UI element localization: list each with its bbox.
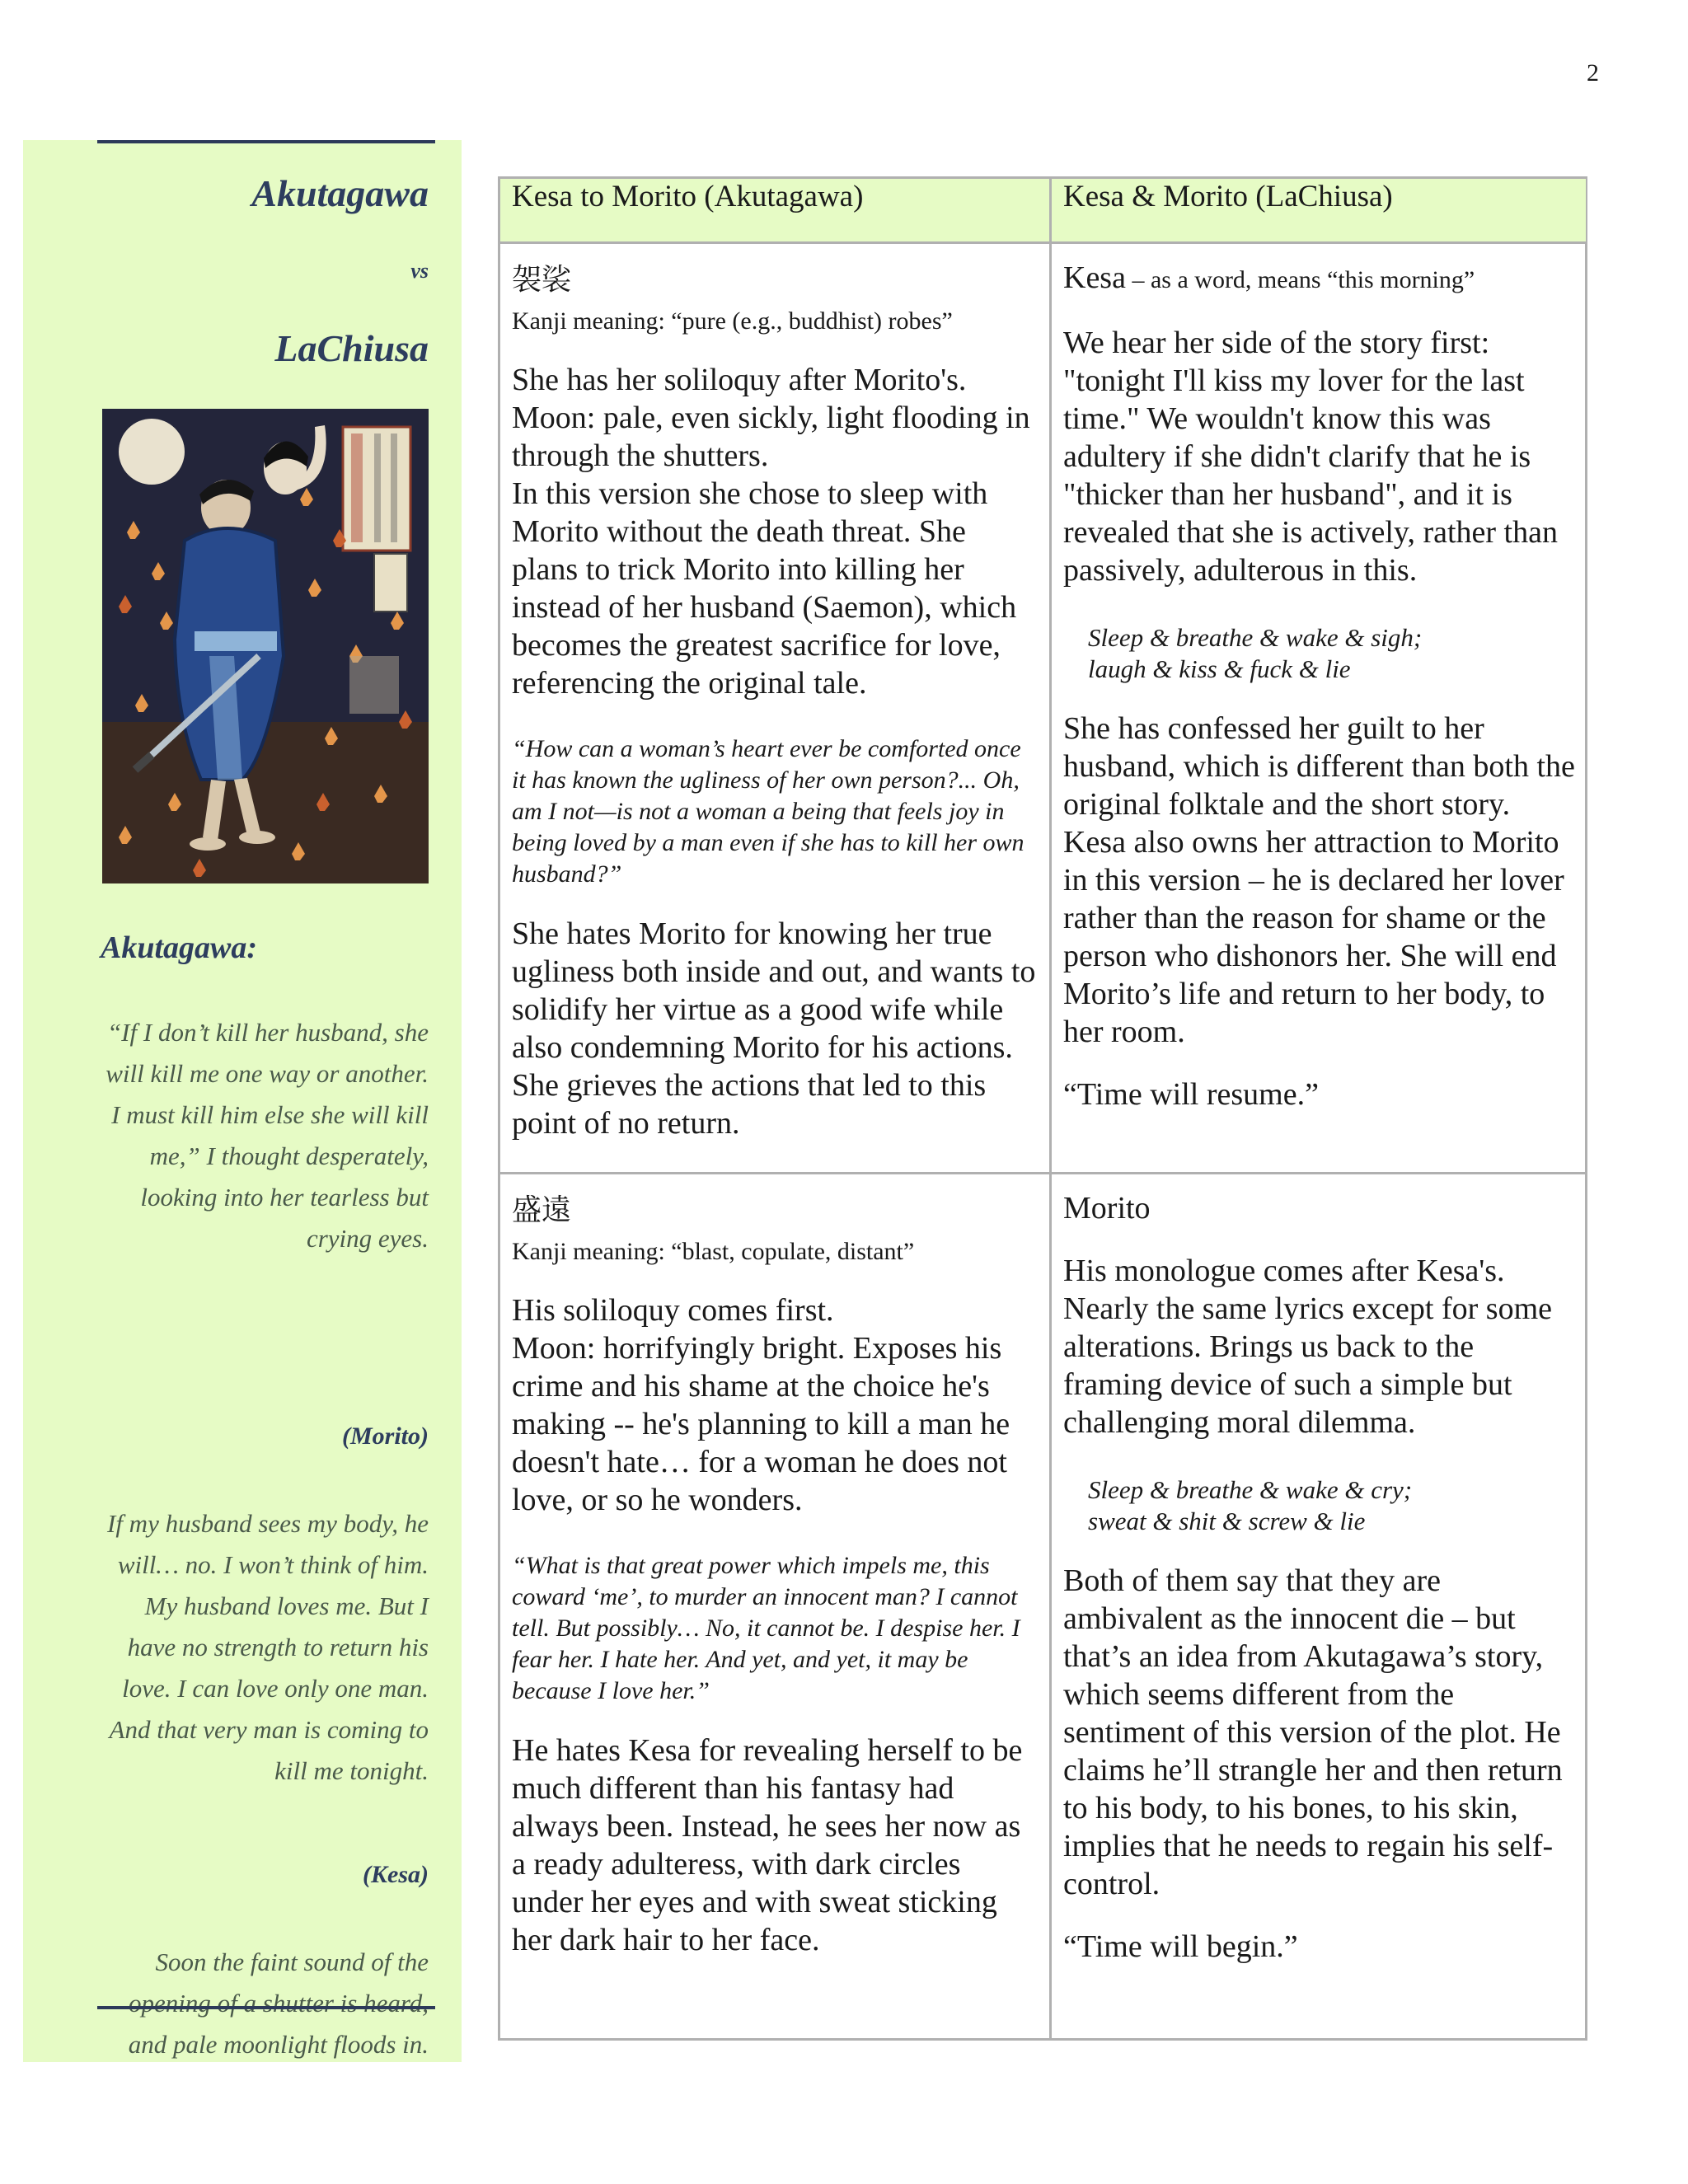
sidebar-stage-direction: Soon the faint sound of the opening of a shutter is heard, and pale moonlight floods in.: [128, 1947, 429, 2059]
sidebar-quote-morito: “If I don’t kill her husband, she will kill me one way or another. I must kill him else she will kill me,” I thought desperately, looking into her tearless but crying eyes.: [106, 1018, 429, 1253]
sidebar-title-lachiusa: LaChiusa: [274, 327, 429, 369]
morito-akutagawa-para-3: He hates Kesa for revealing herself to be much different than his fantasy had always been. Instead, he sees her now as a ready adulteress, with dark circles under her eyes and with sweat sticking her dark hair to her face.: [512, 1733, 1023, 1957]
sidebar-attribution-kesa: (Kesa): [363, 1861, 429, 1888]
kesa-akutagawa-quote: “How can a woman’s heart ever be comforted once it has known the ugliness of her own person?... Oh, am I not—is not a woman a being that feels joy in being loved by a man even if she has to kill her own husband?”: [512, 735, 1025, 888]
kesa-lyrics: [1063, 622, 1578, 685]
table-header-lachiusa: Kesa & Morito (LaChiusa): [1052, 179, 1586, 241]
kesa-akutagawa-para-3: In this version she chose to sleep with Morito without the death threat. She plans to trick Morito into killing her instead of her husband (Saemon), which becomes the greatest sacrifice for love, referencing the original tale.: [512, 476, 1017, 701]
sidebar-title-akutagawa: Akutagawa: [251, 172, 429, 214]
sidebar-attribution-morito: (Morito): [342, 1422, 429, 1450]
morito-lachiusa-closing: “Time will begin.”: [1063, 1929, 1298, 1964]
sidebar-bottom-rule: [97, 2006, 435, 2009]
kesa-lyric-line-1: Sleep & breathe & wake & sigh;: [1088, 623, 1423, 652]
morito-lyrics: [1063, 1474, 1578, 1537]
morito-lachiusa-para-2: Both of them say that they are ambivalent as the innocent die – but that’s an idea from Akutagawa’s story, which seems different from the sentiment of this version of the plot. He claims he’ll strangle her and then return to his body, to his bones, to his skin, implies that he needs to regain his self-control.: [1063, 1563, 1563, 1901]
sidebar: [23, 140, 462, 2062]
sidebar-heading: Akutagawa:: [101, 930, 258, 965]
morito-akutagawa-para-2: Moon: horrifyingly bright. Exposes his crime and his shame at the choice he's making -- he's planning to kill a man he doesn't hate… for a woman he does not love, or so he wonders.: [512, 1331, 1010, 1517]
cell-kesa-akutagawa: [500, 244, 1049, 1172]
morito-lachiusa-para-1: His monologue comes after Kesa's. Nearly the same lyrics except for some alterations. Brings us back to the framing device of such a simple but challenging moral dilemma.: [1063, 1254, 1552, 1440]
kesa-lyric-line-2: laugh & kiss & fuck & lie: [1088, 654, 1351, 683]
sidebar-quote-kesa: If my husband sees my body, he will… no. I won’t think of him. My husband loves me. But I have no strength to return his love. I can love only one man. And that very man is coming to kill me tonight.: [107, 1509, 429, 1785]
sidebar-top-rule: [97, 140, 435, 143]
kesa-name-note: – as a word, means “this morning”: [1125, 266, 1475, 293]
table-header-akutagawa: Kesa to Morito (Akutagawa): [500, 179, 1049, 241]
comparison-table: [498, 176, 1587, 2041]
morito-akutagawa-para-1: His soliloquy comes first.: [512, 1293, 834, 1328]
cell-morito-lachiusa: [1052, 1174, 1586, 2040]
kesa-name-line: [1063, 259, 1578, 299]
kanji-kesa: 袈裟: [512, 263, 572, 297]
morito-akutagawa-quote: “What is that great power which impels me, this coward ‘me’, to murder an innocent man? I cannot tell. But possibly… No, it cannot be. I despise her. I fear her. I hate her. And yet, and yet, it may be because I love her.”: [512, 1552, 1020, 1704]
kanji-morito: 盛遠: [512, 1193, 572, 1227]
morito-lyric-line-1: Sleep & breathe & wake & cry;: [1088, 1475, 1413, 1504]
morito-name: Morito: [1063, 1191, 1151, 1226]
page-number: 2: [1587, 59, 1599, 87]
kesa-lachiusa-closing: “Time will resume.”: [1063, 1077, 1319, 1112]
cell-morito-akutagawa: [500, 1174, 1049, 2040]
kanji-meaning-kesa: Kanji meaning: “pure (e.g., buddhist) robes”: [512, 307, 953, 335]
kesa-lachiusa-para-2: She has confessed her guilt to her husband, which is different than both the original folktale and the short story. Kesa also owns her attraction to Morito in this version – he is declared her lover rather than the reason for shame or the person who dishonors her. She will end Morito’s life and return to her body, to her room.: [1063, 711, 1575, 1049]
kanji-meaning-morito: Kanji meaning: “blast, copulate, distant”: [512, 1238, 915, 1265]
kesa-akutagawa-para-1: She has her soliloquy after Morito's.: [512, 363, 967, 397]
sidebar-vs: vs: [410, 259, 429, 283]
kesa-akutagawa-para-2: Moon: pale, even sickly, light flooding in through the shutters.: [512, 401, 1030, 473]
kesa-akutagawa-para-4: She hates Morito for knowing her true ugliness both inside and out, and wants to solidify her virtue as a good wife while also condemning Morito for his actions. She grieves the actions that led to this point of no return.: [512, 916, 1036, 1141]
morito-lyric-line-2: sweat & shit & screw & lie: [1088, 1507, 1366, 1535]
cell-kesa-lachiusa: [1052, 244, 1586, 1172]
woodblock-print-image: [102, 409, 429, 883]
kesa-name: Kesa: [1063, 260, 1126, 295]
kesa-lachiusa-para-1: We hear her side of the story first: "tonight I'll kiss my lover for the last time." We wouldn't know this was adultery if she didn't clarify that he is "thicker than her husband", and it is revealed that she is actively, rather than passively, adulterous in this.: [1063, 326, 1558, 588]
